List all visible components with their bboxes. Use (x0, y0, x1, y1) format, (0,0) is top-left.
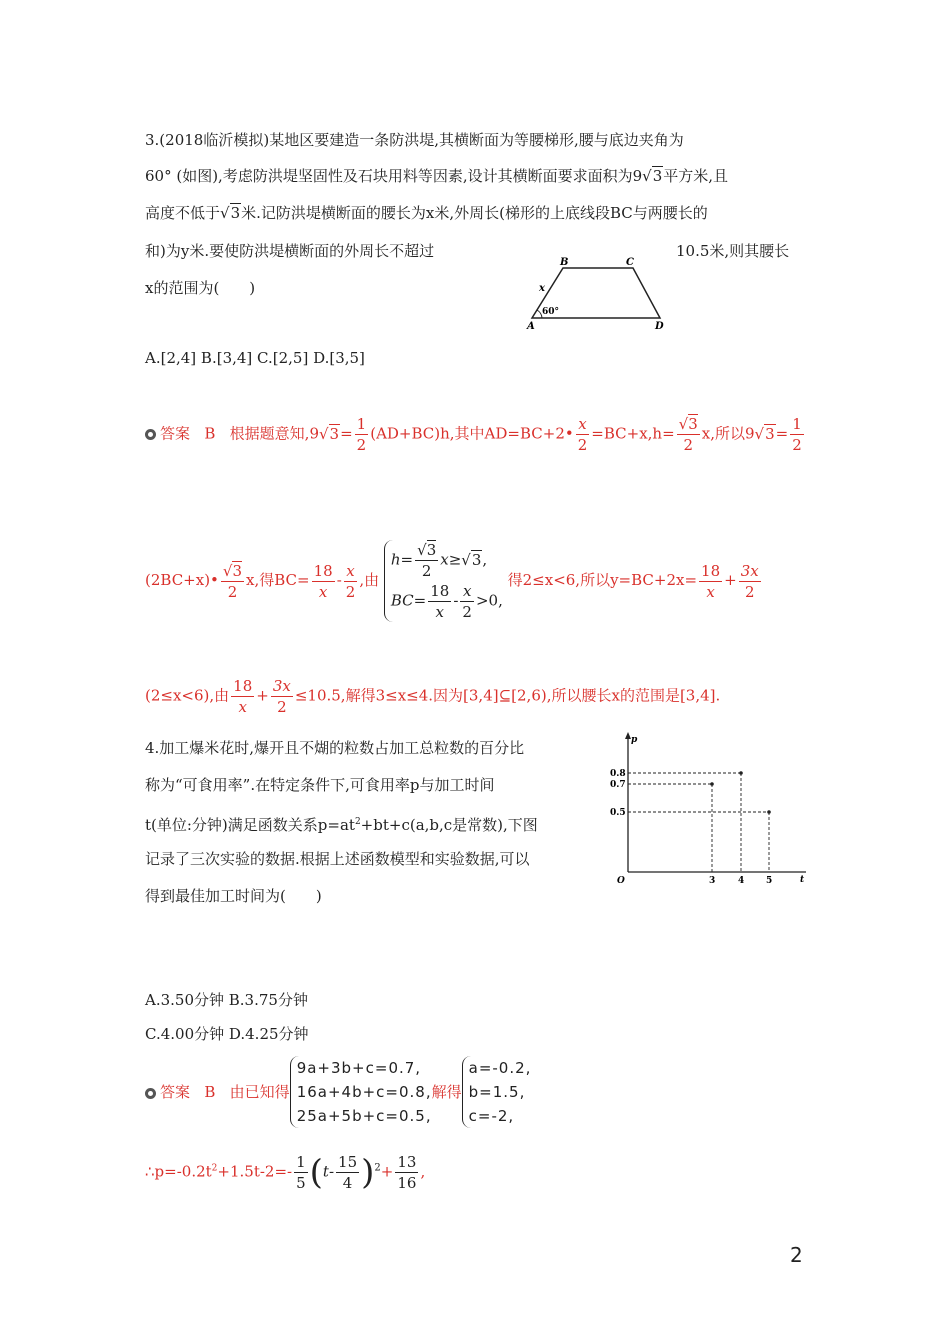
label-origin: O (617, 876, 625, 886)
q3-line1: 3.(2018临沂模拟)某地区要建造一条防洪堤,其横断面为等腰梯形,腰与底边夹角为 (145, 131, 684, 149)
answer-icon (145, 429, 156, 440)
label-5: 5 (766, 876, 773, 886)
label-B: B (560, 257, 569, 268)
q3-line4-end: 10.5米,则其腰长 (676, 242, 790, 260)
label-C: C (626, 257, 634, 268)
p-t-graph (608, 730, 808, 890)
q3-line5: x的范围为( ) (145, 279, 256, 297)
label-angle: 60° (542, 307, 560, 317)
solution-system: a=-0.2, b=1.5, c=-2, (462, 1056, 532, 1128)
label-3: 3 (709, 876, 716, 886)
q3-options: A.[2,4] B.[3,4] C.[2,5] D.[3,5] (145, 349, 365, 367)
label-05: 0.5 (610, 808, 626, 818)
equation-system: 9a+3b+c=0.7, 16a+4b+c=0.8, 25a+5b+c=0.5, (290, 1056, 432, 1128)
ans3-line1: 答案 B 根据题意知,9√3= $\frac{1}{2}$ (AD+BC)h,其中AD=BC+2• $\frac{x}{2}$ =BC+x,h= $\frac{√3}{2}$ x,所以9√3= $\frac{1}{2}$ (145, 414, 806, 455)
q4-line3: t(单位:分钟)满足函数关系$p=at^2+bt+c(a,b,c$是常数),下图 (145, 816, 538, 834)
data-point-4 (739, 771, 743, 775)
data-point-3 (710, 782, 714, 786)
answer-icon (145, 1088, 156, 1099)
q3-line3: 高度不低于√3米.记防洪堤横断面的腰长为x米,外周长(梯形的上底线段BC与两腰长的 (145, 204, 708, 222)
q3-line4: 和)为y米.要使防洪堤横断面的外周长不超过 (145, 242, 435, 260)
label-D: D (655, 321, 664, 332)
ans3-line2: (2BC+x)• $\frac{√3}{2}$ x,得BC= $\frac{18}{x}$ - $\frac{x}{2}$ ,由 h= $\frac{√3}{2}$ x≥√3, BC= $\frac{18}{x}$ - $\frac{x}{2}$ >0, 得2≤x<6,所以y=BC+2x= $\frac{18}{x}$ + $\frac{3x}{2}$ (145, 541, 759, 621)
system-brace: h= $\frac{√3}{2}$ x≥√3, BC= $\frac{18}{x}$ - $\frac{x}{2}$ >0, (384, 540, 503, 622)
q4-line5: 得到最佳加工时间为( ) (145, 887, 322, 905)
q4-line1: 4.加工爆米花时,爆开且不煳的粒数占加工总粒数的百分比 (145, 739, 525, 757)
sqrt: √3 (220, 204, 241, 222)
label-07: 0.7 (610, 780, 626, 790)
q3-line2: 60° (如图),考虑防洪堤坚固性及石块用料等因素,设计其横断面要求面积为9√3平方米,且 (145, 167, 729, 185)
data-point-5 (767, 810, 771, 814)
q4-line2: 称为“可食用率”.在特定条件下,可食用率p与加工时间 (145, 776, 495, 794)
sqrt: √3 (642, 167, 663, 185)
fraction: $\frac{1}{2}$ (356, 415, 367, 454)
label-4: 4 (738, 876, 745, 886)
label-A: A (527, 321, 535, 332)
page-number: 2 (790, 1243, 803, 1267)
trapezoid-figure (520, 255, 670, 335)
label-t: t (800, 875, 805, 885)
label-08: 0.8 (610, 769, 626, 779)
ans3-line3: (2≤x<6),由 $\frac{18}{x}$ + $\frac{3x}{2}$ ≤10.5,解得3≤x≤4.因为[3,4]⊆[2,6),所以腰长x的范围是[3,4]. (145, 677, 721, 716)
q4-line4: 记录了三次实验的数据.根据上述函数模型和实验数据,可以 (145, 850, 530, 868)
label-x: x (539, 283, 545, 294)
label-p: p (631, 735, 638, 745)
ans4-line2: $\therefore p=-0.2t^2+1.5t-2=-$ $\frac{1}{5}$ (t- $\frac{15}{4}$ )$^2$+ $\frac{13}{16}$ , (145, 1152, 426, 1193)
q4-options-1: A.3.50分钟 B.3.75分钟 (145, 991, 308, 1009)
ans4-line1: 答案 B 由已知得 9a+3b+c=0.7, 16a+4b+c=0.8, 25a+5b+c=0.5, 解得 a=-0.2, b=1.5, c=-2, (145, 1056, 531, 1128)
q4-options-2: C.4.00分钟 D.4.25分钟 (145, 1025, 309, 1043)
